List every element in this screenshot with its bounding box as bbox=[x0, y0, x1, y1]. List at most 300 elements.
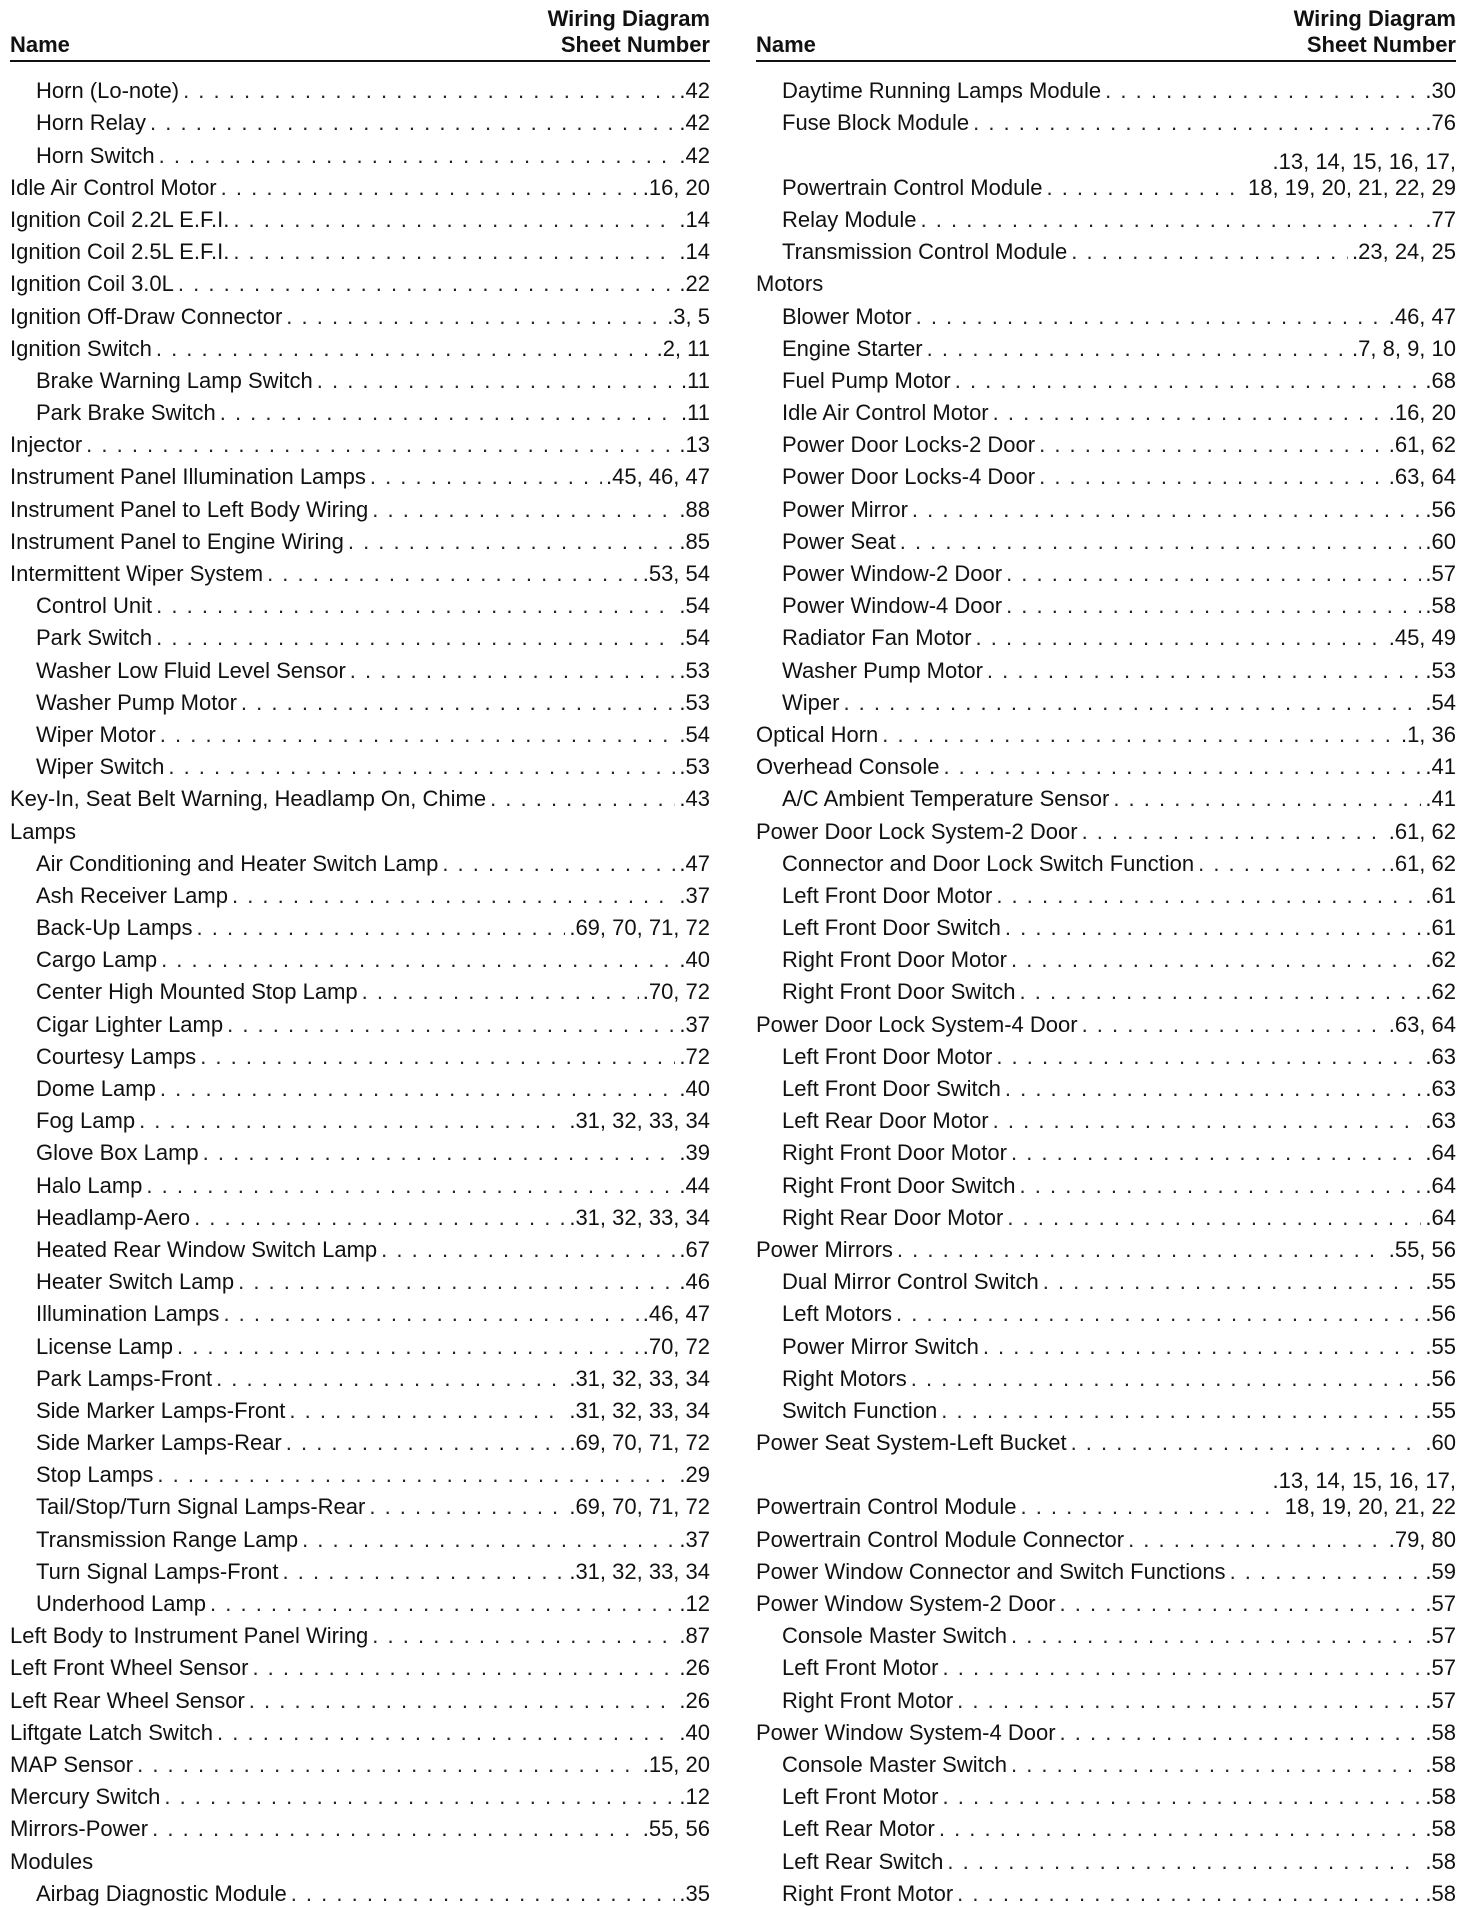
index-entry bbox=[10, 1102, 710, 1134]
entry-name: Instrument Panel to Engine Wiring bbox=[10, 528, 344, 554]
entry-name: Ignition Switch bbox=[10, 335, 152, 361]
entry-sheet-number: .58 bbox=[1425, 1880, 1456, 1906]
dot-leader bbox=[362, 979, 639, 1005]
entry-sheet-number: .53, 54 bbox=[642, 561, 710, 586]
entry-sheet-number: .57 bbox=[1425, 1655, 1456, 1681]
name-heading: Name bbox=[10, 32, 70, 57]
entry-name: Center High Mounted Stop Lamp bbox=[36, 979, 358, 1005]
entry-name: Console Master Switch bbox=[782, 1623, 1007, 1649]
dot-leader bbox=[291, 1881, 676, 1907]
index-entry bbox=[10, 748, 710, 780]
index-entry bbox=[10, 1005, 710, 1037]
index-entry bbox=[10, 941, 710, 973]
index-entry bbox=[756, 1166, 1456, 1198]
index-entry bbox=[756, 1456, 1456, 1520]
dot-leader bbox=[283, 1559, 566, 1585]
index-entry bbox=[10, 1520, 710, 1552]
entry-sheet-number: .39 bbox=[679, 1140, 710, 1166]
index-entry bbox=[10, 1617, 710, 1649]
index-entry bbox=[756, 1617, 1456, 1649]
entry-sheet-number: .64 bbox=[1425, 1172, 1456, 1198]
entry-name: Left Rear Wheel Sensor bbox=[10, 1687, 245, 1713]
dot-leader bbox=[216, 1366, 565, 1392]
entry-sheet-number: .41 bbox=[1425, 754, 1456, 780]
entry-sheet-number: .57 bbox=[1425, 1591, 1456, 1617]
dot-leader bbox=[146, 1173, 675, 1199]
entry-sheet-number: .64 bbox=[1425, 1140, 1456, 1166]
index-entry bbox=[756, 1199, 1456, 1231]
index-entry bbox=[10, 909, 710, 941]
entry-name: Fuel Pump Motor bbox=[782, 367, 951, 393]
index-entry bbox=[10, 587, 710, 619]
index-entry bbox=[756, 523, 1456, 555]
entry-sheet-number: .79, 80 bbox=[1388, 1526, 1456, 1552]
entry-name: Mercury Switch bbox=[10, 1784, 161, 1810]
entry-sheet-number: .13, 14, 15, 16, 17, 18, 19, 20, 21, 22, 29 bbox=[1248, 148, 1456, 200]
entry-name: Washer Pump Motor bbox=[782, 657, 983, 683]
entry-name: Relay Module bbox=[782, 206, 917, 232]
entry-name: Ignition Coil 3.0L bbox=[10, 271, 174, 297]
index-entry bbox=[10, 458, 710, 490]
entry-name: Powertrain Control Module bbox=[782, 174, 1043, 200]
index-entry bbox=[10, 1295, 710, 1327]
dot-leader bbox=[241, 690, 675, 716]
dot-leader bbox=[897, 1237, 1385, 1263]
entry-name: Park Brake Switch bbox=[36, 400, 216, 426]
entry-sheet-number: .69, 70, 71, 72 bbox=[569, 915, 710, 941]
entry-sheet-number: .58 bbox=[1425, 593, 1456, 619]
entry-name: Left Motors bbox=[782, 1301, 893, 1327]
entry-name: Left Front Motor bbox=[782, 1655, 939, 1681]
index-entry bbox=[10, 201, 710, 233]
dot-leader bbox=[943, 1784, 1422, 1810]
entry-name: Right Motors bbox=[782, 1365, 907, 1391]
entry-name: Dome Lamp bbox=[36, 1076, 156, 1101]
dot-leader bbox=[976, 625, 1385, 651]
dot-leader bbox=[916, 304, 1385, 330]
index-entry bbox=[10, 812, 710, 844]
entry-name: Powertrain Control Module Connector bbox=[756, 1526, 1125, 1552]
entry-name: Left Rear Motor bbox=[782, 1816, 935, 1842]
index-entry bbox=[756, 330, 1456, 362]
index-entry bbox=[10, 1327, 710, 1359]
entry-sheet-number: .30 bbox=[1425, 78, 1456, 104]
entry-name: Wiper bbox=[782, 689, 840, 715]
entry-sheet-number: .67 bbox=[679, 1236, 710, 1262]
index-entry bbox=[10, 555, 710, 587]
entry-name: Power Seat bbox=[782, 528, 896, 554]
entry-name: Air Conditioning and Heater Switch Lamp bbox=[36, 850, 439, 876]
entry-sheet-number: .72 bbox=[679, 1043, 710, 1069]
dot-leader bbox=[1011, 1752, 1421, 1778]
dot-leader bbox=[221, 175, 639, 201]
index-entry bbox=[10, 1392, 710, 1424]
entry-sheet-number: .61 bbox=[1425, 915, 1456, 941]
dot-leader bbox=[289, 1398, 565, 1424]
entry-sheet-number: .56 bbox=[1425, 496, 1456, 522]
entry-sheet-number: .54 bbox=[679, 721, 710, 747]
dot-leader bbox=[177, 1334, 639, 1360]
entry-sheet-number: .40 bbox=[679, 1719, 710, 1745]
index-entry bbox=[756, 394, 1456, 426]
dot-leader bbox=[1105, 78, 1421, 104]
dot-leader bbox=[1113, 786, 1421, 812]
entry-name: Underhood Lamp bbox=[36, 1591, 207, 1616]
dot-leader bbox=[1006, 593, 1421, 619]
entry-name: Right Rear Door Motor bbox=[782, 1204, 1004, 1230]
dot-leader bbox=[957, 1688, 1421, 1714]
index-entry bbox=[756, 909, 1456, 941]
dot-leader bbox=[921, 207, 1422, 233]
entry-name: Transmission Range Lamp bbox=[36, 1526, 299, 1552]
dot-leader bbox=[302, 1527, 675, 1553]
index-entry bbox=[10, 1263, 710, 1295]
dot-leader bbox=[900, 529, 1422, 555]
entry-name: Fuse Block Module bbox=[782, 110, 970, 136]
index-entry bbox=[756, 1263, 1456, 1295]
entry-name: Washer Pump Motor bbox=[36, 689, 237, 715]
entry-name: Cigar Lighter Lamp bbox=[36, 1011, 224, 1037]
entry-sheet-number: .77 bbox=[1425, 206, 1456, 232]
sheet-number-heading: Wiring Diagram Sheet Number bbox=[547, 6, 710, 57]
entry-sheet-number: .16, 20 bbox=[642, 174, 710, 200]
index-entry bbox=[756, 1520, 1456, 1552]
index-entry bbox=[756, 1649, 1456, 1681]
dot-leader bbox=[372, 497, 675, 523]
entry-sheet-number: .53 bbox=[1425, 657, 1456, 683]
entry-name: Turn Signal Lamps-Front bbox=[36, 1558, 279, 1584]
index-entry bbox=[756, 72, 1456, 104]
entry-name: MAP Sensor bbox=[10, 1751, 134, 1777]
index-entry bbox=[756, 1714, 1456, 1746]
entry-sheet-number: .55, 56 bbox=[642, 1816, 710, 1842]
dot-leader bbox=[160, 1076, 676, 1102]
dot-leader bbox=[238, 1269, 675, 1295]
right-entry-list bbox=[756, 72, 1456, 1907]
entry-sheet-number: .45, 46, 47 bbox=[606, 464, 710, 490]
entry-name: A/C Ambient Temperature Sensor bbox=[782, 786, 1110, 812]
entry-sheet-number: .61, 62 bbox=[1388, 850, 1456, 876]
index-entry bbox=[10, 1649, 710, 1681]
index-entry bbox=[756, 1842, 1456, 1874]
entry-sheet-number: .53 bbox=[679, 754, 710, 780]
dot-leader bbox=[203, 1140, 676, 1166]
entry-name: Dual Mirror Control Switch bbox=[782, 1269, 1039, 1295]
entry-sheet-number: .53 bbox=[679, 689, 710, 715]
dot-leader bbox=[286, 304, 663, 330]
index-entry bbox=[756, 1295, 1456, 1327]
index-entry bbox=[10, 104, 710, 136]
entry-sheet-number: .55 bbox=[1425, 1397, 1456, 1423]
entry-name: Power Seat System-Left Bucket bbox=[756, 1430, 1067, 1456]
dot-leader bbox=[927, 336, 1348, 362]
index-entry bbox=[10, 619, 710, 651]
index-entry bbox=[10, 394, 710, 426]
entry-sheet-number: .42 bbox=[679, 78, 710, 104]
index-entry bbox=[10, 1810, 710, 1842]
dot-leader bbox=[227, 1012, 675, 1038]
entry-sheet-number: .88 bbox=[679, 496, 710, 522]
entry-sheet-number: .37 bbox=[679, 882, 710, 908]
index-entry bbox=[10, 1134, 710, 1166]
entry-sheet-number: .31, 32, 33, 34 bbox=[569, 1365, 710, 1391]
dot-leader bbox=[1060, 1720, 1422, 1746]
entry-name: Motors bbox=[756, 271, 824, 297]
index-entry bbox=[756, 297, 1456, 329]
entry-sheet-number: .60 bbox=[1425, 1430, 1456, 1456]
entry-sheet-number: .42 bbox=[679, 142, 710, 168]
dot-leader bbox=[1011, 1623, 1421, 1649]
entry-sheet-number: .46 bbox=[679, 1269, 710, 1295]
dot-leader bbox=[1039, 464, 1385, 490]
dot-leader bbox=[220, 400, 677, 426]
dot-leader bbox=[178, 271, 676, 297]
entry-name: Glove Box Lamp bbox=[36, 1140, 199, 1166]
index-entry bbox=[756, 1392, 1456, 1424]
entry-name: Left Rear Switch bbox=[782, 1848, 944, 1874]
dot-leader bbox=[370, 464, 602, 490]
index-entry bbox=[756, 619, 1456, 651]
entry-sheet-number: .14 bbox=[679, 239, 710, 265]
entry-name: Left Front Door Switch bbox=[782, 915, 1001, 941]
entry-name: Right Front Door Switch bbox=[782, 979, 1016, 1005]
left-entry-list bbox=[10, 72, 710, 1907]
entry-sheet-number: .31, 32, 33, 34 bbox=[569, 1108, 710, 1134]
index-entry bbox=[756, 1585, 1456, 1617]
entry-name: Horn Relay bbox=[36, 110, 147, 136]
entry-sheet-number: .41 bbox=[1425, 786, 1456, 812]
entry-sheet-number: .11 bbox=[681, 400, 710, 426]
entry-sheet-number: .46, 47 bbox=[1388, 303, 1456, 329]
dot-leader bbox=[993, 1108, 1422, 1134]
index-entry bbox=[10, 716, 710, 748]
entry-sheet-number: .63 bbox=[1425, 1076, 1456, 1102]
index-entry bbox=[756, 136, 1456, 200]
entry-sheet-number: .3, 5 bbox=[667, 303, 710, 329]
index-entry bbox=[756, 684, 1456, 716]
dot-leader bbox=[1011, 947, 1421, 973]
entry-name: Power Door Lock System-2 Door bbox=[756, 818, 1078, 844]
dot-leader bbox=[882, 722, 1397, 748]
sheet-number-heading: Wiring Diagram Sheet Number bbox=[1293, 6, 1456, 57]
dot-leader bbox=[252, 1655, 675, 1681]
dot-leader bbox=[369, 1494, 565, 1520]
entry-name: Lamps bbox=[10, 818, 77, 844]
dot-leader bbox=[1082, 1012, 1385, 1038]
entry-name: Park Switch bbox=[36, 625, 153, 651]
entry-sheet-number: .58 bbox=[1425, 1784, 1456, 1810]
dot-leader bbox=[137, 1752, 639, 1778]
index-entry bbox=[756, 1746, 1456, 1778]
entry-name: Powertrain Control Module bbox=[756, 1494, 1017, 1520]
entry-name: Horn (Lo-note) bbox=[36, 78, 180, 104]
index-entry bbox=[756, 426, 1456, 458]
index-entry bbox=[756, 104, 1456, 136]
dot-leader bbox=[249, 1688, 676, 1714]
index-entry bbox=[10, 1231, 710, 1263]
entry-sheet-number: .11 bbox=[681, 367, 710, 393]
index-entry bbox=[10, 780, 710, 812]
index-entry bbox=[756, 716, 1456, 748]
entry-name: Fog Lamp bbox=[36, 1108, 136, 1134]
dot-leader bbox=[1046, 175, 1244, 201]
entry-name: Right Front Door Motor bbox=[782, 1140, 1007, 1166]
dot-leader bbox=[490, 786, 675, 812]
index-entry bbox=[10, 1488, 710, 1520]
index-entry bbox=[756, 941, 1456, 973]
entry-name: Power Door Lock System-4 Door bbox=[756, 1011, 1078, 1037]
entry-name: Halo Lamp bbox=[36, 1172, 143, 1198]
dot-leader bbox=[161, 947, 675, 973]
entry-name: Power Door Locks-4 Door bbox=[782, 464, 1036, 490]
entry-sheet-number: .14 bbox=[679, 206, 710, 232]
entry-name: Control Unit bbox=[36, 593, 153, 619]
entry-name: Illumination Lamps bbox=[36, 1301, 220, 1327]
name-heading: Name bbox=[756, 32, 816, 57]
dot-leader bbox=[1011, 1140, 1421, 1166]
entry-name: Power Window System-4 Door bbox=[756, 1719, 1056, 1745]
dot-leader bbox=[159, 143, 676, 169]
index-entry bbox=[10, 330, 710, 362]
index-entry bbox=[756, 1360, 1456, 1392]
entry-sheet-number: .46, 47 bbox=[642, 1301, 710, 1327]
entry-sheet-number: .37 bbox=[679, 1526, 710, 1552]
entry-name: Washer Low Fluid Level Sensor bbox=[36, 657, 346, 683]
entry-sheet-number: .58 bbox=[1425, 1751, 1456, 1777]
dot-leader bbox=[1043, 1269, 1422, 1295]
index-entry bbox=[756, 1681, 1456, 1713]
entry-sheet-number: .31, 32, 33, 34 bbox=[569, 1204, 710, 1230]
entry-name: Side Marker Lamps-Rear bbox=[36, 1430, 282, 1456]
index-entry bbox=[756, 812, 1456, 844]
entry-name: Stop Lamps bbox=[36, 1462, 154, 1488]
dot-leader bbox=[183, 78, 675, 104]
entry-sheet-number: .58 bbox=[1425, 1816, 1456, 1842]
dot-leader bbox=[286, 1430, 566, 1456]
dot-leader bbox=[1060, 1591, 1422, 1617]
dot-leader bbox=[1020, 1173, 1422, 1199]
dot-leader bbox=[381, 1237, 675, 1263]
entry-name: Right Front Door Switch bbox=[782, 1172, 1016, 1198]
entry-sheet-number: .70, 72 bbox=[642, 1333, 710, 1359]
dot-leader bbox=[973, 110, 1421, 136]
entry-sheet-number: .42 bbox=[679, 110, 710, 136]
entry-sheet-number: .63 bbox=[1425, 1108, 1456, 1134]
index-entry bbox=[10, 1070, 710, 1102]
entry-name: Left Rear Door Motor bbox=[782, 1108, 989, 1134]
index-entry bbox=[756, 233, 1456, 265]
entry-sheet-number: .16, 20 bbox=[1388, 400, 1456, 426]
entry-sheet-number: .29 bbox=[679, 1462, 710, 1488]
index-entry bbox=[10, 1681, 710, 1713]
index-entry bbox=[756, 458, 1456, 490]
index-entry bbox=[10, 1456, 710, 1488]
dot-leader bbox=[317, 368, 677, 394]
entry-name: Power Window System-2 Door bbox=[756, 1591, 1056, 1617]
entry-name: Heated Rear Window Switch Lamp bbox=[36, 1236, 378, 1262]
entry-sheet-number: .55, 56 bbox=[1388, 1236, 1456, 1262]
index-entry bbox=[10, 1842, 710, 1874]
dot-leader bbox=[157, 1462, 675, 1488]
dot-leader bbox=[156, 625, 675, 651]
index-entry bbox=[10, 1714, 710, 1746]
entry-sheet-number: .63, 64 bbox=[1388, 464, 1456, 490]
index-entry bbox=[10, 1424, 710, 1456]
dot-leader bbox=[1005, 1076, 1422, 1102]
index-entry bbox=[10, 1360, 710, 1392]
dot-leader bbox=[233, 207, 675, 233]
index-entry bbox=[10, 1553, 710, 1585]
entry-sheet-number: .7, 8, 9, 10 bbox=[1352, 335, 1456, 361]
entry-name: Instrument Panel Illumination Lamps bbox=[10, 464, 366, 490]
entry-name: Left Front Door Switch bbox=[782, 1076, 1001, 1102]
entry-name: Idle Air Control Motor bbox=[782, 400, 989, 426]
dot-leader bbox=[947, 1849, 1421, 1875]
index-entry bbox=[10, 72, 710, 104]
entry-sheet-number: .60 bbox=[1425, 528, 1456, 554]
dot-leader bbox=[943, 754, 1421, 780]
entry-name: Console Master Switch bbox=[782, 1751, 1007, 1777]
entry-sheet-number: .63 bbox=[1425, 1043, 1456, 1069]
entry-sheet-number: .26 bbox=[679, 1655, 710, 1681]
index-entry bbox=[756, 1810, 1456, 1842]
dot-leader bbox=[350, 658, 676, 684]
index-entry bbox=[10, 651, 710, 683]
left-column bbox=[10, 8, 710, 1907]
entry-name: Right Front Motor bbox=[782, 1880, 954, 1906]
entry-sheet-number: .55 bbox=[1425, 1269, 1456, 1295]
index-entry bbox=[10, 490, 710, 522]
entry-name: Ignition Coil 2.2L E.F.I. bbox=[10, 206, 230, 232]
index-entry bbox=[756, 362, 1456, 394]
entry-sheet-number: .61, 62 bbox=[1388, 818, 1456, 844]
entry-sheet-number: .54 bbox=[679, 625, 710, 651]
entry-sheet-number: .57 bbox=[1425, 561, 1456, 587]
entry-sheet-number: .76 bbox=[1425, 110, 1456, 136]
entry-name: Wiper Switch bbox=[36, 754, 165, 780]
entry-name: Park Lamps-Front bbox=[36, 1365, 213, 1391]
entry-name: Daytime Running Lamps Module bbox=[782, 78, 1102, 104]
entry-name: Back-Up Lamps bbox=[36, 915, 193, 941]
index-entry bbox=[756, 651, 1456, 683]
entry-sheet-number: .43 bbox=[679, 786, 710, 812]
index-entry bbox=[10, 362, 710, 394]
dot-leader bbox=[941, 1398, 1421, 1424]
entry-sheet-number: .37 bbox=[679, 1011, 710, 1037]
entry-name: Power Door Locks-2 Door bbox=[782, 432, 1036, 458]
entry-name: Left Front Wheel Sensor bbox=[10, 1655, 249, 1681]
index-entry bbox=[756, 265, 1456, 297]
entry-sheet-number: .85 bbox=[679, 528, 710, 554]
entry-sheet-number: .63, 64 bbox=[1388, 1011, 1456, 1037]
dot-leader bbox=[1082, 819, 1385, 845]
index-entry bbox=[756, 780, 1456, 812]
dot-leader bbox=[372, 1623, 675, 1649]
index-entry bbox=[10, 169, 710, 201]
entry-name: Connector and Door Lock Switch Function bbox=[782, 850, 1195, 876]
dot-leader bbox=[993, 400, 1385, 426]
index-entry bbox=[756, 1005, 1456, 1037]
index-entry bbox=[10, 1166, 710, 1198]
dot-leader bbox=[1128, 1527, 1385, 1553]
entry-sheet-number: .40 bbox=[679, 947, 710, 973]
index-entry bbox=[756, 973, 1456, 1005]
right-column bbox=[756, 8, 1456, 1907]
entry-sheet-number: .53 bbox=[679, 657, 710, 683]
entry-name: Ignition Coil 2.5L E.F.I. bbox=[10, 239, 230, 265]
index-entry bbox=[10, 426, 710, 458]
dot-leader bbox=[1020, 979, 1422, 1005]
